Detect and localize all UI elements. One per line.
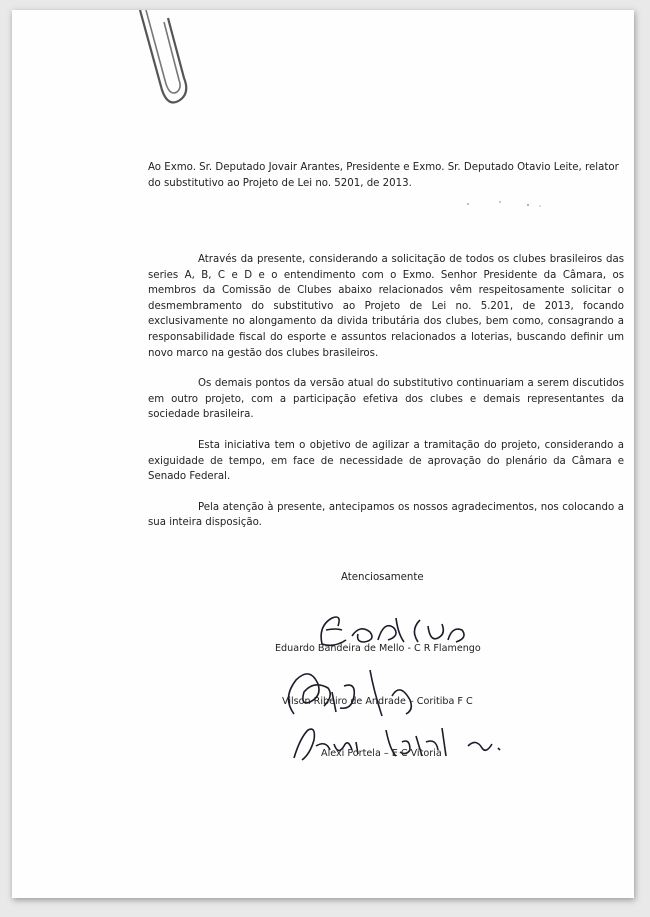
signatory-2-name: Vilson Ribeiro de Andrade – Coritiba F C [282,696,473,707]
paragraph-3: Esta iniciativa tem o objetivo de agilizar a tramitação do projeto, considerando a exiguidade de tempo, em face de necessidade de aprovação do plenário da Câmara e Senado Federal. [148,439,624,483]
letter-body [148,252,624,546]
signature-2 [274,662,474,722]
address-text: Ao Exmo. Sr. Deputado Jovair Arantes, Presidente e Exmo. Sr. Deputado Otavio Leite, relator do substitutivo ao Projeto de Lei no. 5201, de 2013. [148,162,619,189]
signature-3 [286,716,526,768]
closing-text: Atenciosamente [341,572,424,583]
paragraph-1: Através da presente, considerando a solicitação de todos os clubes brasileiros das series A, B, C e D e o entendimento com o Exmo. Senhor Presidente da Câmara, os membros da Comissão de Clubes abaixo relacionados vêm respeitosamente solicitar o desmembramento do substitutivo ao Projeto de Lei no. 5.201, de 2013, focando exclusivamente no alongamento da divida tributária dos clubes, bem como, consagrando a responsabilidade fiscal do esporte e assuntos relacionados a loterias, buscando definir um novo marco na gestão dos clubes brasileiros. [148,254,624,359]
signatory-3-name: Alexi Portela – E C Vitoria [321,748,442,759]
paragraph-2: Os demais pontos da versão atual do substitutivo continuariam a serem discutidos em outro projeto, com a participação efetiva dos clubes e demais representantes da sociedade brasileira. [148,378,624,421]
signatory-1-name: Eduardo Bandeira de Mello - C R Flamengo [275,643,481,654]
address-block [148,160,624,191]
paragraph-4: Pela atenção à presente, antecipamos os nossos agradecimentos, nos colocando a sua inteira disposição. [148,501,624,529]
document-page [12,10,634,898]
